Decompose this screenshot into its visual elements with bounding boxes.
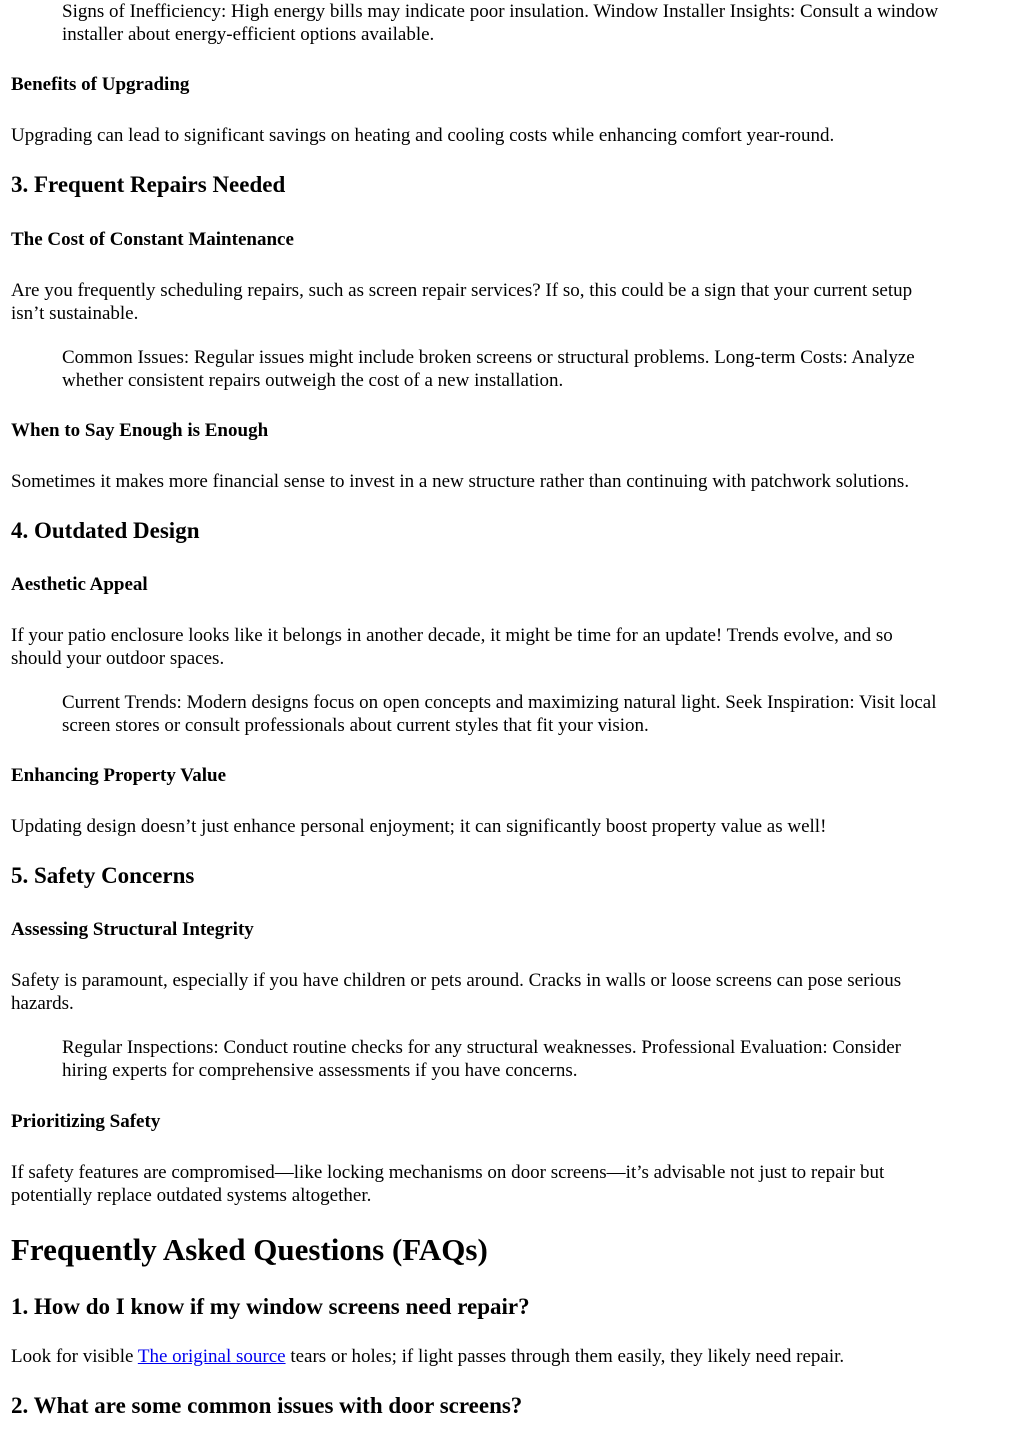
faq-question-1: 1. How do I know if my window screens need repair? — [11, 1294, 530, 1319]
faq-question-2: 2. What are some common issues with door screens? — [11, 1393, 523, 1418]
section-4-heading: 4. Outdated Design — [11, 518, 200, 543]
section-4-subheading-2: Enhancing Property Value — [11, 765, 227, 786]
faq-heading: Frequently Asked Questions (FAQs) — [11, 1232, 488, 1267]
faq-answer-1-text-before: Look for visible — [11, 1346, 138, 1367]
section-5-paragraph-2-line-2: potentially replace outdated systems altogether. — [11, 1185, 372, 1206]
section-5-heading: 5. Safety Concerns — [11, 863, 195, 888]
section-4-paragraph-1-line-2: should your outdoor spaces. — [11, 648, 225, 669]
section-3-heading: 3. Frequent Repairs Needed — [11, 172, 286, 197]
faq-answer-1-text-after: tears or holes; if light passes through them easily, they likely need repair. — [285, 1346, 845, 1367]
section-3-list-line-1: Common Issues: Regular issues might include broken screens or structural problems. Long-term Costs: Analyze — [62, 347, 915, 368]
insulation-list-line-1: Signs of Inefficiency: High energy bills may indicate poor insulation. Window Installer Insights: Consult a window — [62, 1, 939, 22]
section-3-paragraph-1-line-2: isn’t sustainable. — [11, 303, 139, 324]
section-5-paragraph-1-line-2: hazards. — [11, 993, 74, 1014]
benefits-heading: Benefits of Upgrading — [11, 74, 190, 95]
section-4-list-line-1: Current Trends: Modern designs focus on open concepts and maximizing natural light. Seek Inspiration: Visit local — [62, 692, 937, 713]
section-3-subheading-1: The Cost of Constant Maintenance — [11, 229, 294, 250]
faq-answer-1 — [11, 1345, 844, 1368]
section-5-list-line-2: hiring experts for comprehensive assessments if you have concerns. — [62, 1060, 578, 1081]
benefits-paragraph: Upgrading can lead to significant savings on heating and cooling costs while enhancing comfort year-round. — [11, 125, 835, 146]
section-3-subheading-2: When to Say Enough is Enough — [11, 420, 269, 441]
section-3-paragraph-2: Sometimes it makes more financial sense to invest in a new structure rather than continuing with patchwork solutions. — [11, 471, 910, 492]
section-4-subheading-1: Aesthetic Appeal — [11, 574, 148, 595]
section-3-paragraph-1-line-1: Are you frequently scheduling repairs, such as screen repair services? If so, this could be a sign that your current setup — [11, 280, 913, 301]
section-5-subheading-1: Assessing Structural Integrity — [11, 919, 254, 940]
section-4-paragraph-2: Updating design doesn’t just enhance personal enjoyment; it can significantly boost property value as well! — [11, 816, 827, 837]
section-3-list-line-2: whether consistent repairs outweigh the cost of a new installation. — [62, 370, 564, 391]
section-5-paragraph-1-line-1: Safety is paramount, especially if you have children or pets around. Cracks in walls or loose screens can pose serious — [11, 970, 902, 991]
section-5-paragraph-2-line-1: If safety features are compromised—like locking mechanisms on door screens—it’s advisable not just to repair but — [11, 1162, 885, 1183]
section-5-subheading-2: Prioritizing Safety — [11, 1111, 161, 1132]
section-4-list-line-2: screen stores or consult professionals about current styles that fit your vision. — [62, 715, 649, 736]
section-4-paragraph-1-line-1: If your patio enclosure looks like it belongs in another decade, it might be time for an update! Trends evolve, and so — [11, 625, 893, 646]
insulation-list-line-2: installer about energy-efficient options available. — [62, 24, 435, 45]
section-5-list-line-1: Regular Inspections: Conduct routine checks for any structural weaknesses. Professional Evaluation: Consider — [62, 1037, 901, 1058]
original-source-link[interactable]: The original source — [137, 1346, 286, 1367]
